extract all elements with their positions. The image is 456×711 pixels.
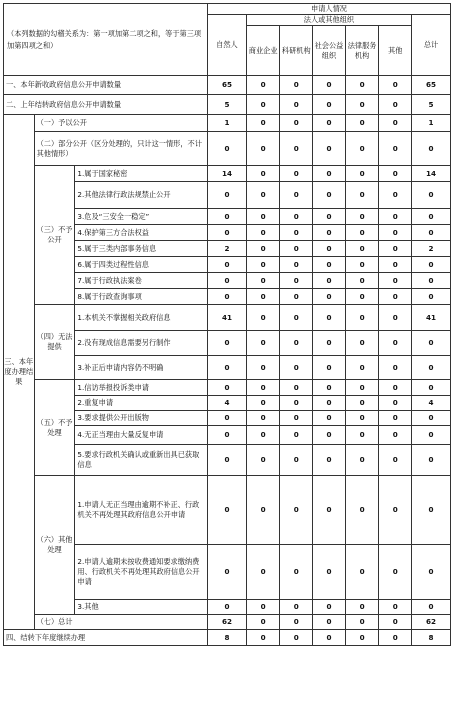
unavailable-item-value: 0: [345, 305, 379, 331]
unavailable-item-label: 3.补正后申请内容仍不明确: [75, 356, 208, 380]
not-processed-item-value: 0: [246, 411, 280, 426]
table-row: [4, 132, 451, 166]
other-handling-item-value: 0: [379, 545, 412, 600]
other-handling-item-value: 0: [412, 600, 451, 615]
row-label-carry-forward: 四、结转下年度继续办理: [4, 630, 208, 646]
unavailable-item-value: 41: [412, 305, 451, 331]
disclose-value: 0: [379, 115, 412, 132]
other-handling-item-value: 0: [313, 545, 346, 600]
not-processed-item-label: 3.要求提供公开出版物: [75, 411, 208, 426]
subtotal-value: 0: [379, 615, 412, 630]
not-processed-item-value: 0: [412, 380, 451, 396]
not-disclosed-item-value: 0: [246, 225, 280, 241]
not-disclosed-item-label: 3.危及“三安全一稳定”: [75, 209, 208, 225]
not-disclosed-item-value: 0: [345, 166, 379, 182]
not-disclosed-item-value: 14: [412, 166, 451, 182]
not-disclosed-item-value: 0: [208, 182, 247, 209]
new-applications-value: 0: [313, 76, 346, 95]
not-processed-item-value: 0: [379, 445, 412, 476]
not-disclosed-item-value: 0: [246, 182, 280, 209]
other-handling-item-value: 0: [208, 476, 247, 545]
not-disclosed-item-value: 0: [379, 241, 412, 257]
table-row: [4, 95, 451, 115]
disclose-value: 0: [246, 115, 280, 132]
not-processed-item-value: 0: [313, 396, 346, 411]
not-disclosed-item-value: 0: [313, 209, 346, 225]
table-row: [4, 630, 451, 646]
header-note: （本列数据的勾稽关系为：第一项加第二项之和，等于第三项加第四项之和）: [4, 4, 208, 76]
not-disclosed-item-value: 0: [246, 209, 280, 225]
carry-forward-value: 8: [412, 630, 451, 646]
not-disclosed-item-value: 0: [345, 289, 379, 305]
other-handling-item-value: 0: [246, 476, 280, 545]
other-handling-item-value: 0: [208, 545, 247, 600]
header-research: 科研机构: [280, 26, 313, 76]
not-disclosed-item-label: 5.属于三类内部事务信息: [75, 241, 208, 257]
unavailable-item-value: 41: [208, 305, 247, 331]
not-disclosed-item-value: 0: [412, 273, 451, 289]
not-disclosed-item-value: 0: [280, 257, 313, 273]
new-applications-value: 65: [412, 76, 451, 95]
not-disclosed-item-value: 0: [208, 289, 247, 305]
not-disclosed-item-value: 0: [412, 257, 451, 273]
unavailable-item-value: 0: [379, 305, 412, 331]
not-disclosed-item-value: 0: [280, 273, 313, 289]
not-disclosed-item-value: 0: [379, 166, 412, 182]
unavailable-item-value: 0: [208, 356, 247, 380]
subtotal-value: 62: [412, 615, 451, 630]
not-processed-item-value: 0: [280, 380, 313, 396]
group-label-other-handling: （六）其他处理: [34, 476, 75, 615]
other-handling-item-label: 2.申请人逾期未按收费通知要求缴纳费用、行政机关不再处理其政府信息公开申请: [75, 545, 208, 600]
not-processed-item-value: 0: [208, 411, 247, 426]
group-label-not-processed: （五）不予处理: [34, 380, 75, 476]
not-processed-item-value: 0: [313, 426, 346, 445]
new-applications-value: 0: [280, 76, 313, 95]
not-processed-item-value: 0: [246, 396, 280, 411]
not-disclosed-item-value: 0: [313, 166, 346, 182]
not-processed-item-label: 2.重复申请: [75, 396, 208, 411]
not-processed-item-label: 1.信访举报投诉类申请: [75, 380, 208, 396]
not-processed-item-value: 0: [412, 426, 451, 445]
not-processed-item-value: 0: [280, 396, 313, 411]
other-handling-item-value: 0: [313, 600, 346, 615]
table-row: [4, 166, 451, 182]
partial-value: 0: [379, 132, 412, 166]
carry-forward-value: 8: [208, 630, 247, 646]
not-disclosed-item-value: 0: [208, 225, 247, 241]
not-processed-item-value: 0: [412, 445, 451, 476]
unavailable-item-value: 0: [379, 356, 412, 380]
table-row: [4, 115, 451, 132]
not-disclosed-item-value: 0: [246, 166, 280, 182]
not-disclosed-item-value: 0: [313, 273, 346, 289]
header-other: 其他: [379, 26, 412, 76]
table-row: [4, 476, 451, 545]
unavailable-item-value: 0: [412, 331, 451, 356]
not-processed-item-value: 0: [313, 380, 346, 396]
unavailable-item-value: 0: [208, 331, 247, 356]
not-disclosed-item-value: 0: [345, 209, 379, 225]
not-processed-item-value: 0: [412, 411, 451, 426]
disclose-value: 0: [345, 115, 379, 132]
not-processed-item-value: 0: [208, 380, 247, 396]
not-disclosed-item-value: 0: [280, 225, 313, 241]
disclose-value: 1: [208, 115, 247, 132]
not-disclosed-item-value: 0: [345, 273, 379, 289]
not-disclosed-item-value: 2: [412, 241, 451, 257]
not-disclosed-item-value: 0: [246, 257, 280, 273]
other-handling-item-label: 1.申请人无正当理由逾期不补正、行政机关不再处理其政府信息公开申请: [75, 476, 208, 545]
not-disclosed-item-value: 0: [345, 225, 379, 241]
row-label-carryover: 二、上年结转政府信息公开申请数量: [4, 95, 208, 115]
not-processed-item-value: 0: [379, 380, 412, 396]
unavailable-item-value: 0: [280, 305, 313, 331]
not-disclosed-item-value: 0: [313, 257, 346, 273]
unavailable-item-label: 2.没有现成信息需要另行制作: [75, 331, 208, 356]
not-disclosed-item-value: 0: [208, 209, 247, 225]
partial-value: 0: [280, 132, 313, 166]
not-processed-item-value: 0: [246, 426, 280, 445]
group-label-unavailable: （四）无法提供: [34, 305, 75, 380]
subtotal-value: 0: [246, 615, 280, 630]
not-processed-item-value: 0: [345, 380, 379, 396]
not-disclosed-item-value: 0: [313, 182, 346, 209]
not-processed-item-value: 0: [246, 445, 280, 476]
header-natural-person: 自然人: [208, 15, 247, 76]
other-handling-item-value: 0: [280, 476, 313, 545]
not-disclosed-item-value: 0: [313, 241, 346, 257]
unavailable-item-value: 0: [412, 356, 451, 380]
not-disclosed-item-value: 0: [246, 273, 280, 289]
other-handling-item-value: 0: [280, 545, 313, 600]
carry-forward-value: 0: [280, 630, 313, 646]
not-processed-item-value: 0: [313, 411, 346, 426]
subtotal-value: 0: [313, 615, 346, 630]
not-processed-item-label: 5.要求行政机关确认或重新出具已获取信息: [75, 445, 208, 476]
carryover-value: 0: [313, 95, 346, 115]
carryover-value: 0: [345, 95, 379, 115]
other-handling-item-value: 0: [246, 545, 280, 600]
unavailable-item-value: 0: [246, 356, 280, 380]
not-processed-item-value: 0: [280, 411, 313, 426]
row-label-disclose: （一）予以公开: [34, 115, 207, 132]
not-disclosed-item-value: 0: [313, 289, 346, 305]
not-disclosed-item-value: 0: [379, 289, 412, 305]
partial-value: 0: [208, 132, 247, 166]
not-disclosed-item-value: 0: [280, 182, 313, 209]
not-disclosed-item-value: 0: [412, 225, 451, 241]
partial-value: 0: [246, 132, 280, 166]
not-disclosed-item-value: 0: [208, 273, 247, 289]
unavailable-item-value: 0: [246, 305, 280, 331]
disclose-value: 0: [313, 115, 346, 132]
carryover-value: 5: [412, 95, 451, 115]
not-disclosed-item-value: 0: [246, 241, 280, 257]
other-handling-item-label: 3.其他: [75, 600, 208, 615]
not-processed-item-value: 0: [208, 445, 247, 476]
header-commercial: 商业企业: [246, 26, 280, 76]
not-processed-item-value: 0: [313, 445, 346, 476]
unavailable-item-value: 0: [313, 305, 346, 331]
carry-forward-value: 0: [345, 630, 379, 646]
other-handling-item-value: 0: [208, 600, 247, 615]
new-applications-value: 0: [379, 76, 412, 95]
not-processed-item-value: 0: [280, 445, 313, 476]
subtotal-value: 62: [208, 615, 247, 630]
disclose-value: 1: [412, 115, 451, 132]
not-disclosed-item-label: 4.保护第三方合法权益: [75, 225, 208, 241]
header-total: 总计: [412, 15, 451, 76]
table-row: [4, 305, 451, 331]
not-processed-item-value: 4: [208, 396, 247, 411]
header-legal-service: 法律服务机构: [345, 26, 379, 76]
other-handling-item-value: 0: [313, 476, 346, 545]
header-applicant-situation: 申请人情况: [208, 4, 451, 15]
carryover-value: 0: [280, 95, 313, 115]
not-processed-item-value: 0: [345, 426, 379, 445]
other-handling-item-value: 0: [379, 600, 412, 615]
table-row: [4, 76, 451, 95]
not-disclosed-item-label: 2.其他法律行政法规禁止公开: [75, 182, 208, 209]
unavailable-item-label: 1.本机关不掌握相关政府信息: [75, 305, 208, 331]
not-disclosed-item-value: 0: [379, 209, 412, 225]
not-disclosed-item-value: 0: [412, 289, 451, 305]
subtotal-value: 0: [280, 615, 313, 630]
unavailable-item-value: 0: [280, 356, 313, 380]
not-processed-item-value: 0: [379, 411, 412, 426]
not-disclosed-item-value: 0: [379, 225, 412, 241]
table-row: [4, 615, 451, 630]
not-disclosed-item-value: 0: [313, 225, 346, 241]
carryover-value: 5: [208, 95, 247, 115]
partial-value: 0: [313, 132, 346, 166]
unavailable-item-value: 0: [246, 331, 280, 356]
new-applications-value: 0: [246, 76, 280, 95]
carryover-value: 0: [379, 95, 412, 115]
other-handling-item-value: 0: [345, 545, 379, 600]
not-processed-item-value: 0: [379, 396, 412, 411]
header-legal-entity-group: 法人或其他组织: [246, 15, 411, 26]
unavailable-item-value: 0: [313, 356, 346, 380]
not-disclosed-item-value: 0: [280, 241, 313, 257]
section-three-label: 三、本年度办理结果: [4, 115, 35, 630]
not-processed-item-value: 0: [345, 445, 379, 476]
other-handling-item-value: 0: [412, 476, 451, 545]
not-disclosed-item-value: 0: [412, 209, 451, 225]
not-processed-item-value: 4: [412, 396, 451, 411]
row-label-subtotal: （七）总计: [34, 615, 207, 630]
not-disclosed-item-value: 0: [379, 182, 412, 209]
other-handling-item-value: 0: [412, 545, 451, 600]
not-disclosed-item-value: 0: [280, 289, 313, 305]
header-social-welfare: 社会公益组织: [313, 26, 346, 76]
unavailable-item-value: 0: [313, 331, 346, 356]
not-disclosed-item-value: 0: [280, 209, 313, 225]
not-disclosed-item-value: 0: [345, 257, 379, 273]
not-disclosed-item-value: 0: [345, 182, 379, 209]
partial-value: 0: [345, 132, 379, 166]
not-disclosed-item-value: 0: [379, 273, 412, 289]
not-disclosed-item-value: 0: [345, 241, 379, 257]
unavailable-item-value: 0: [345, 331, 379, 356]
carry-forward-value: 0: [379, 630, 412, 646]
other-handling-item-value: 0: [280, 600, 313, 615]
row-label-new-applications: 一、本年新收政府信息公开申请数量: [4, 76, 208, 95]
not-disclosed-item-value: 0: [246, 289, 280, 305]
not-processed-item-value: 0: [246, 380, 280, 396]
disclose-value: 0: [280, 115, 313, 132]
not-processed-item-value: 0: [379, 426, 412, 445]
disclosure-statistics-table: [3, 3, 451, 646]
subtotal-value: 0: [345, 615, 379, 630]
carry-forward-value: 0: [313, 630, 346, 646]
unavailable-item-value: 0: [280, 331, 313, 356]
not-processed-item-label: 4.无正当理由大量反复申请: [75, 426, 208, 445]
not-disclosed-item-value: 0: [379, 257, 412, 273]
not-processed-item-value: 0: [345, 396, 379, 411]
table-row: [4, 380, 451, 396]
other-handling-item-value: 0: [379, 476, 412, 545]
other-handling-item-value: 0: [345, 600, 379, 615]
other-handling-item-value: 0: [246, 600, 280, 615]
carryover-value: 0: [246, 95, 280, 115]
new-applications-value: 0: [345, 76, 379, 95]
not-disclosed-item-value: 0: [280, 166, 313, 182]
row-label-partial: （二）部分公开（区分处理的，只计这一情形，不计其他情形）: [34, 132, 207, 166]
not-disclosed-item-label: 1.属于国家秘密: [75, 166, 208, 182]
carry-forward-value: 0: [246, 630, 280, 646]
not-disclosed-item-value: 14: [208, 166, 247, 182]
not-disclosed-item-label: 6.属于四类过程性信息: [75, 257, 208, 273]
not-disclosed-item-value: 2: [208, 241, 247, 257]
unavailable-item-value: 0: [345, 356, 379, 380]
not-processed-item-value: 0: [345, 411, 379, 426]
partial-value: 0: [412, 132, 451, 166]
not-disclosed-item-label: 8.属于行政查询事项: [75, 289, 208, 305]
group-label-not-disclosed: （三）不予公开: [34, 166, 75, 305]
not-disclosed-item-value: 0: [208, 257, 247, 273]
not-processed-item-value: 0: [280, 426, 313, 445]
not-disclosed-item-value: 0: [412, 182, 451, 209]
not-disclosed-item-label: 7.属于行政执法案卷: [75, 273, 208, 289]
new-applications-value: 65: [208, 76, 247, 95]
other-handling-item-value: 0: [345, 476, 379, 545]
unavailable-item-value: 0: [379, 331, 412, 356]
not-processed-item-value: 0: [208, 426, 247, 445]
